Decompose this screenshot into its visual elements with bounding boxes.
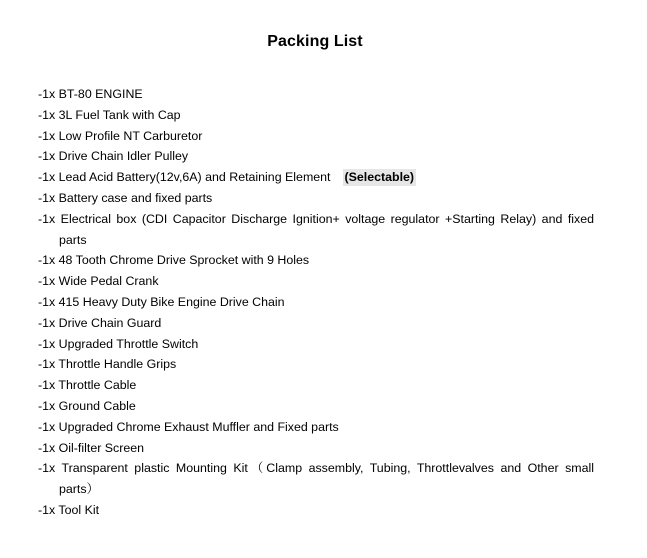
list-item: [38, 438, 594, 459]
list-item: [38, 167, 594, 188]
list-item-text: -1x Oil-filter Screen: [38, 440, 145, 455]
list-item: [38, 500, 594, 521]
list-item: [38, 375, 594, 396]
list-item: [38, 271, 594, 292]
list-item-text: -1x Upgraded Chrome Exhaust Muffler and Fixed parts: [38, 419, 339, 434]
list-item-text: -1x Throttle Handle Grips: [38, 357, 177, 372]
list-item: [38, 334, 594, 355]
list-item-text: -1x Upgraded Throttle Switch: [38, 336, 199, 351]
list-item: [38, 105, 594, 126]
selectable-badge: (Selectable): [344, 170, 415, 185]
list-item: [38, 396, 594, 417]
list-item: [38, 292, 594, 313]
list-item: [38, 209, 598, 251]
list-item: [38, 354, 594, 375]
list-item: [38, 146, 594, 167]
list-item-text: -1x Battery case and fixed parts: [38, 190, 213, 205]
list-item-text: -1x 415 Heavy Duty Bike Engine Drive Chain: [38, 294, 285, 309]
list-item-text: -1x Electrical box (CDI Capacitor Discharge Ignition+ voltage regulator +Starting Relay) and fixed parts: [38, 211, 598, 247]
list-item-text: -1x Lead Acid Battery(12v,6A) and Retaining Element: [38, 170, 331, 185]
page-title: Packing List: [267, 33, 363, 50]
list-item-text: -1x Transparent plastic Mounting Kit（Clamp assembly, Tubing, Throttlevalves and Other small parts）: [38, 461, 598, 497]
list-item-text: -1x 3L Fuel Tank with Cap: [38, 107, 181, 122]
list-item-text: -1x 48 Tooth Chrome Drive Sprocket with 9 Holes: [38, 253, 310, 268]
list-item-text: -1x Throttle Cable: [38, 378, 137, 393]
list-item-text: -1x BT-80 ENGINE: [38, 87, 143, 101]
packing-list: [38, 84, 598, 521]
list-item-text: -1x Tool Kit: [38, 502, 100, 517]
list-item: [38, 188, 594, 209]
list-item-text: -1x Ground Cable: [38, 398, 136, 413]
list-item: [38, 126, 594, 147]
list-item: [38, 84, 594, 105]
list-item: [38, 313, 594, 334]
list-item-text: -1x Low Profile NT Carburetor: [38, 128, 203, 143]
list-item-text: -1x Wide Pedal Crank: [38, 274, 159, 289]
list-item: [38, 250, 594, 271]
list-item-text: -1x Drive Chain Idler Pulley: [38, 149, 189, 164]
list-item-text: -1x Drive Chain Guard: [38, 315, 162, 330]
list-item: [38, 458, 598, 500]
list-item: [38, 417, 594, 438]
